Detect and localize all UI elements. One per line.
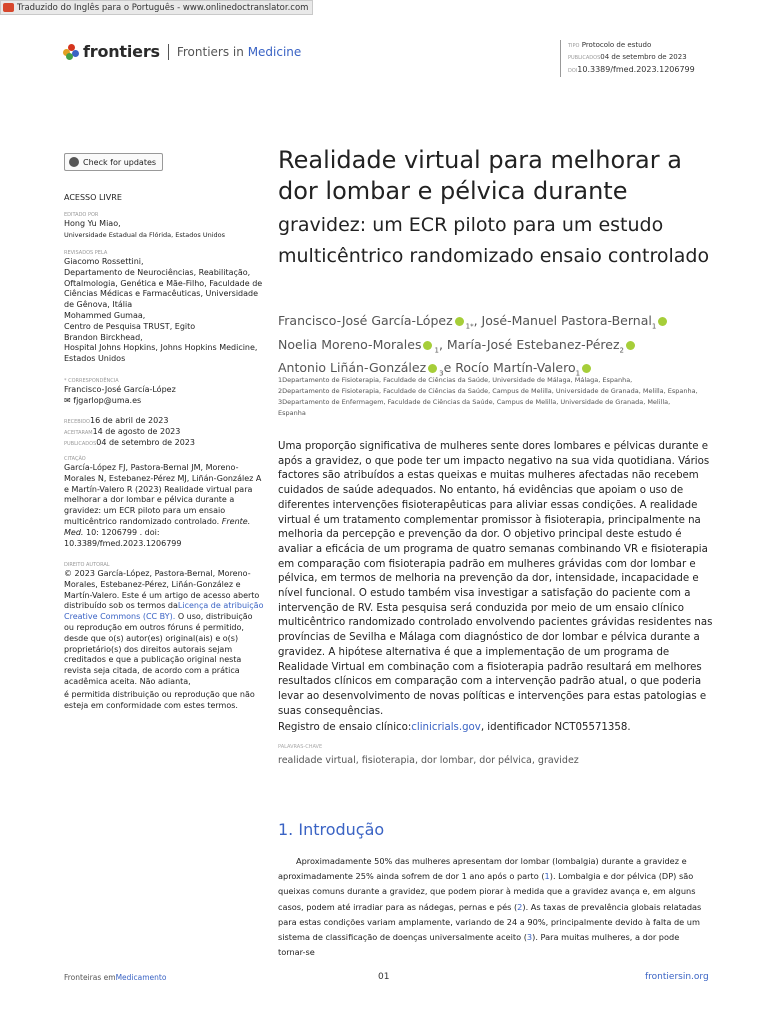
intro-text: ). Lombalgia e dor pélvica (DP) são queixas comuns durante a gravidez, que podem piorar à medida que a gravidez avança e, em alguns casos, podem até irradiar para as nádegas, pernas e pés ( [278, 871, 696, 912]
check-updates-button[interactable] [64, 153, 163, 171]
license-link[interactable]: Licença de atribuição Creative Commons (CC BY). [64, 601, 264, 622]
type-label: TIPO [568, 43, 580, 49]
citation [64, 456, 264, 549]
affiliation: 3Departamento de Enfermagem, Faculdade de Ciências da Saúde, Campus de Melilla, Universidade de Granada, Melilla, Espanha [278, 398, 671, 417]
accepted-label: ACEITARAM [64, 429, 93, 436]
translator-icon [3, 3, 14, 12]
intro-text: Aproximadamente 50% das mulheres apresentam dor lombar (lombalgia) durante a gravidez e aproximadamente 25% ainda sofrem de dor 1 ano após o parto ( [278, 856, 687, 882]
author-name[interactable]: Francisco-José García-López [278, 313, 453, 328]
author-affil-sup: 1 [575, 369, 581, 378]
footer-journal-link[interactable]: Medicamento [115, 973, 167, 982]
citation-journal: Frente. Med. [64, 516, 251, 537]
copyright-end: é permitida distribuição ou reprodução que não esteja em conformidade com estes termos. [64, 690, 255, 710]
author-affil-sup: 3 [439, 369, 444, 378]
page-number: 01 [378, 972, 390, 982]
author-list [278, 312, 698, 383]
reviewed-label: REVISADOS PELA [64, 250, 108, 256]
footer-site-link[interactable]: frontiersin.org [645, 972, 709, 982]
reviewer-name: Mohammed Gumaa, [64, 310, 146, 320]
author-name[interactable]: Antonio Liñán-González [278, 360, 427, 375]
copyright [64, 562, 264, 688]
author-name[interactable]: e Rocío Martín-Valero [443, 360, 576, 375]
keywords: realidade virtual, fisioterapia, dor lombar, dor pélvica, gravidez [278, 755, 579, 766]
article-subtitle: gravidez: um ECR piloto para um estudo multicêntrico randomizado ensaio controlado [278, 214, 710, 267]
orcid-icon[interactable] [428, 364, 437, 373]
intro-text: ). Para muitas mulheres, a dor pode tornar-se [278, 932, 680, 958]
author-affil-sup: 2 [619, 346, 624, 354]
email-icon: ✉ [64, 395, 71, 405]
footer-prefix: Fronteiras em [64, 973, 116, 982]
corr-email[interactable]: fjgarlop@uma.es [73, 395, 142, 405]
abstract-text: Uma proporção significativa de mulheres sente dores lombares e pélvicas durante e após a gravidez, o que pode ter um impacto negativo na sua vida quotidiana. Vários factores são atribuídos a estas queixas e muitas mulheres afectadas não recebem cuidados de saúde adequados. No entanto, há evidências que apoiam o uso de diferentes intervenções fisioterapêuticas para aliviar essas condições. A realidade virtual é um tratamento complementar promissor à fisioterapia, principalmente na melhoria da percepção e prevenção da dor. O objetivo principal deste estudo é avaliar a eficácia de um programa de quatro semanas combinando VR e fisioterapia em comparação com fisioterapia padrão em mulheres grávidas com dor lombar e pélvica, em termos de melhoria na prevenção da dor, intensidade, incapacidade e nível funcional. O estudo também visa investigar a satisfação do paciente com a intervenção de RV. Esta pesquisa será conduzida por meio de um ensaio clínico multicêntrico randomizado controlado envolvendo pacientes grávidas residentes nas províncias de Sevilha e Málaga com diagnóstico de dor lombar e pélvica durante a gravidez. A hipótese alternativa é que a implementação de um programa de Realidade Virtual em combinação com a fisioterapia padrão resultará em melhores resultados clínicos em comparação com a intervenção padrão atual, o que poderia levar ao desenvolvimento de novas políticas e intervenções para estas patologias e suas consequências. [278, 441, 713, 717]
reviewer-affil: Hospital Johns Hopkins, Johns Hopkins Medicine, Estados Unidos [64, 343, 258, 364]
orcid-icon[interactable] [423, 341, 432, 350]
check-updates-icon [69, 157, 79, 167]
author-name[interactable]: Noelia Moreno-Morales [278, 336, 422, 352]
citation-label: CITAÇÃO [64, 456, 86, 462]
intro-text: ). As taxas de prevalência globais relatadas para estas condições variam amplamente, variando de 24 a 90%, principalmente devido à falta de um sistema de classificação de doenças universalmente aceito ( [278, 901, 702, 943]
header-divider [168, 44, 169, 60]
orcid-icon[interactable] [658, 317, 667, 326]
affiliations [278, 375, 698, 419]
abstract [278, 440, 718, 736]
received-value: 16 de abril de 2023 [89, 416, 169, 425]
reference-link[interactable]: 3 [526, 932, 533, 943]
registry-link[interactable]: clinicrials.gov [411, 722, 481, 734]
copyright-text: O uso, distribuição ou reprodução em outros fóruns é permitido, desde que o(s) autor(es) original(ais) e o(s) proprietário(s) dos direitos autorais sejam creditados e que a publicação original nesta revista seja citada, de acordo com a prática acadêmica aceita. Não adianta, [64, 612, 253, 686]
translator-banner[interactable] [0, 0, 313, 15]
copyright-label: DIREITO AUTORAL [64, 562, 110, 568]
citation-text: García-López FJ, Pastora-Bernal JM, Moreno-Morales N, Estebanez-Pérez MJ, Liñán-González A e Martín-Valero R (2023) Realidade virtual para melhorar a dor lombar e pélvica durante a gravidez: um ECR piloto para um ensaio multicêntrico randomizado controlado. [64, 463, 262, 526]
footer-journal [64, 973, 166, 982]
corr-name: Francisco-José García-López [64, 385, 176, 394]
open-access-label: ACESSO LIVRE [64, 193, 122, 202]
editor-name: Hong Yu Miao, [64, 219, 121, 228]
reviewer-affil: Departamento de Neurociências, Reabilitação, Oftalmologia, Genética e Mãe-Filho, Faculdade de Ciências Médicas e Farmacêuticas, Universidade de Gênova, Itália [64, 267, 263, 310]
journal-name: Frontiers in Medicine [176, 44, 302, 59]
author-affil-sup: 1 [651, 322, 657, 331]
published-label: PUBLICADOS [64, 440, 97, 447]
received-label: RECEBIDO [64, 419, 90, 425]
editor-affil: Universidade Estadual da Flórida, Estados Unidos [64, 230, 225, 239]
reviewer-name: Giacomo Rossettini, [64, 257, 144, 266]
affiliation: 2Departamento de Fisioterapia, Faculdade de Ciências da Saúde, Campus de Melilla, Universidade de Granada, Melilla, Espanha, [278, 387, 698, 395]
type-value: Protocolo de estudo [581, 41, 652, 49]
correspondence [64, 378, 264, 407]
published-value: 04 de setembro de 2023 [96, 437, 195, 447]
frontiers-logo-icon [63, 44, 79, 60]
banner-text: Traduzido do Inglês para o Português - www.onlinedoctranslator.com [17, 2, 309, 13]
doi-label: DOI [568, 68, 578, 74]
article-meta [560, 40, 695, 77]
edited-label: EDITADO POR [64, 212, 99, 218]
reviewer-affil: Centro de Pesquisa TRUST, Egito [64, 321, 196, 331]
affiliation: 1Departamento de Fisioterapia, Faculdade de Ciências da Saúde, Universidade de Málaga, Málaga, Espanha, [278, 376, 633, 384]
edited-by [64, 212, 264, 241]
published-label: PUBLICADOS [568, 55, 601, 61]
keywords-label: PALAVRAS-CHAVE [278, 744, 323, 750]
journal-header [63, 42, 301, 61]
dates [64, 416, 264, 448]
author-name[interactable]: , José-Manuel Pastora-Bernal [473, 313, 652, 328]
doi-value[interactable]: 10.3389/fmed.2023.1206799 [577, 65, 695, 74]
reference-link[interactable]: 2 [517, 901, 523, 912]
registry-label: Registro de ensaio clínico: [278, 722, 412, 734]
corr-label: * CORRESPONDÊNCIA [64, 378, 119, 384]
author-affil-sup: 1 [434, 346, 439, 354]
article-title: Realidade virtual para melhorar a dor lombar e pélvica durante [278, 146, 682, 205]
brand-name: frontiers [83, 42, 160, 61]
author-affil-sup: 1* [465, 322, 474, 331]
check-updates-label: Check for updates [83, 157, 157, 167]
published-value: 04 de setembro de 2023 [600, 53, 687, 61]
section-heading: 1. Introdução [278, 820, 385, 839]
reference-link[interactable]: 1 [544, 871, 550, 882]
reviewed-by [64, 250, 264, 365]
intro-paragraph [278, 854, 708, 960]
citation-end: 10: 1206799 . doi: 10.3389/fmed.2023.1206799 [64, 527, 182, 548]
copyright-text: © 2023 García-López, Pastora-Bernal, Moreno-Morales, Estebanez-Pérez, Liñán-González e Martín-Valero. Este é um artigo de acesso aberto distribuído sob os termos da [64, 569, 260, 611]
author-name[interactable]: , María-José Estebanez-Pérez [438, 336, 620, 352]
registry-id: , identificador NCT05571358. [480, 722, 631, 734]
orcid-icon[interactable] [582, 364, 591, 373]
reviewer-name: Brandon Birckhead, [64, 332, 143, 342]
orcid-icon[interactable] [455, 317, 464, 326]
orcid-icon[interactable] [626, 341, 635, 350]
accepted-value: 14 de agosto de 2023 [92, 426, 181, 436]
